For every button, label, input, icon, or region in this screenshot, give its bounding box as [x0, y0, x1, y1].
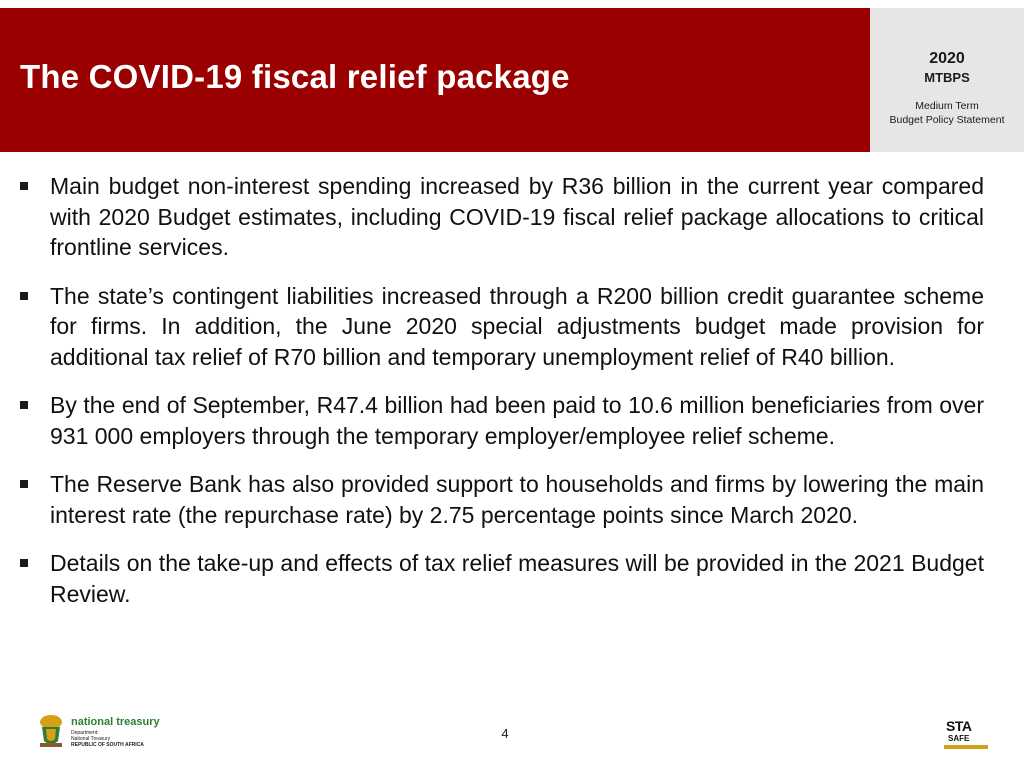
stay-safe-logo: [944, 718, 988, 750]
bullet-item: [18, 171, 984, 263]
bullet-item: [18, 390, 984, 451]
square-bullet-icon: [20, 182, 28, 190]
treasury-sub-line3: REPUBLIC OF SOUTH AFRICA: [71, 742, 144, 748]
treasury-title: national treasury: [71, 716, 160, 728]
mtbps-badge: [870, 8, 1024, 152]
stay-safe-bottom-text: SAFE: [948, 734, 970, 743]
bullet-text: Main budget non-interest spending increased by R36 billion in the current year compared with 2020 Budget estimates, including COVID-19 fiscal relief package allocations to critical frontline services.: [50, 173, 984, 260]
mtbps-year: 2020: [929, 50, 965, 67]
bullet-list: [18, 171, 984, 627]
mtbps-abbreviation: MTBPS: [924, 70, 970, 85]
bullet-item: [18, 548, 984, 609]
stay-safe-bar: [944, 745, 988, 749]
square-bullet-icon: [20, 292, 28, 300]
treasury-sub-line1: Department:: [71, 730, 99, 736]
header-band: [0, 8, 870, 152]
bullet-item: [18, 469, 984, 530]
square-bullet-icon: [20, 559, 28, 567]
square-bullet-icon: [20, 480, 28, 488]
bullet-text: The Reserve Bank has also provided support to households and firms by lowering the main interest rate (the repurchase rate) by 2.75 percentage points since March 2020.: [50, 471, 984, 528]
coat-of-arms-icon: [37, 713, 65, 749]
stay-safe-top-text: STA: [946, 718, 972, 734]
page-number: 4: [501, 726, 509, 741]
mtbps-subtitle-line1: Medium Term: [915, 100, 979, 112]
national-treasury-logo: [37, 713, 160, 751]
square-bullet-icon: [20, 401, 28, 409]
bullet-item: [18, 281, 984, 373]
page-title: The COVID-19 fiscal relief package: [20, 58, 570, 95]
mtbps-subtitle-line2: Budget Policy Statement: [889, 114, 1005, 126]
treasury-sub-line2: National Treasury: [71, 736, 111, 742]
bullet-text: The state’s contingent liabilities increased through a R200 billion credit guarantee scheme for firms. In addition, the June 2020 special adjustments budget made provision for additional tax relief of R70 billion and temporary unemployment relief of R40 billion.: [50, 282, 984, 370]
bullet-text: By the end of September, R47.4 billion had been paid to 10.6 million beneficiaries from over 931 000 employers through the temporary employer/employee relief scheme.: [50, 392, 984, 449]
bullet-text: Details on the take-up and effects of tax relief measures will be provided in the 2021 Budget Review.: [50, 550, 984, 607]
